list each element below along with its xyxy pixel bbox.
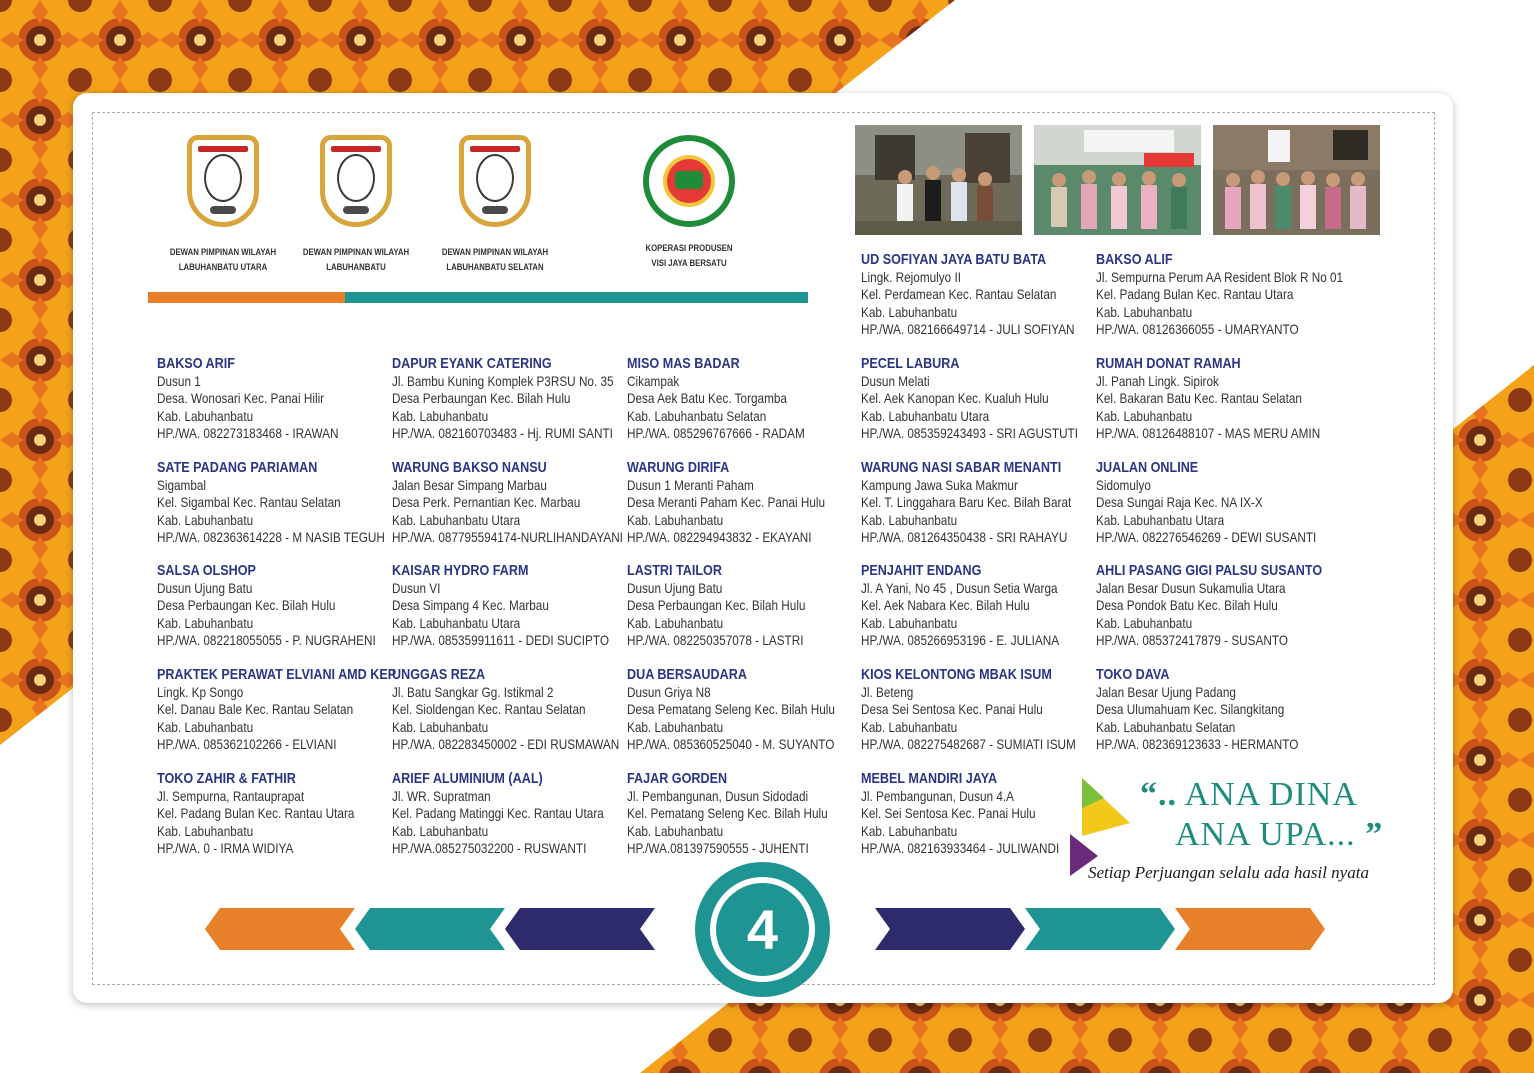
listing-line: Dusun Griya N8 [627, 683, 711, 700]
listing-line: Kel. Aek Kanopan Kec. Kualuh Hulu [861, 390, 1049, 406]
listing-line: Jl. Panah Lingk. Sipirok [1096, 372, 1219, 389]
listing-name: RUMAH DONAT RAMAH [1096, 355, 1241, 372]
listing-line: Jl. Beteng [861, 683, 914, 700]
shield-emblem-icon [459, 135, 531, 227]
listing-name: FAJAR GORDEN [627, 770, 728, 787]
logo-caption: DEWAN PIMPINAN WILAYAH LABUHANBATU SELATAN [441, 247, 549, 273]
listing-line: Kab. Labuhanbatu [392, 718, 489, 735]
listing-line: Kab. Labuhanbatu [861, 718, 958, 735]
listing-name: BAKSO ARIF [157, 355, 235, 372]
listing-name: BAKSO ALIF [1096, 251, 1173, 268]
group-photo-icon [1213, 125, 1380, 235]
listing-line: Sidomulyo [1096, 476, 1151, 493]
listing-phone: HP./WA. 085359911611 - DEDI SUCIPTO [392, 632, 610, 648]
logo-dpw-labuhanbatu-utara [158, 135, 288, 275]
listing-line: Kab. Labuhanbatu Utara [392, 511, 521, 528]
listing-line: Kab. Labuhanbatu [861, 303, 958, 320]
listing-line: Desa Ulumahuam Kec. Silangkitang [1096, 701, 1285, 717]
listing-phone: HP./WA. 082218055055 - P. NUGRAHENI [157, 632, 376, 648]
listing-name: SATE PADANG PARIAMAN [157, 459, 318, 476]
listing-line: Kel. Danau Bale Kec. Rantau Selatan [157, 701, 354, 717]
listing-phone: HP./WA. 082250357078 - LASTRI [627, 632, 804, 648]
listing-line: Kampung Jawa Suka Makmur [861, 476, 1018, 493]
listing-name: PECEL LABURA [861, 355, 960, 372]
listing-salsa-olshop [157, 562, 376, 650]
listing-jualan-online [1096, 459, 1316, 547]
listing-arief-aluminium [392, 770, 604, 858]
listing-phone: HP./WA. 082363614228 - M NASIB TEGUH [157, 529, 385, 545]
listing-name: JUALAN ONLINE [1096, 459, 1199, 476]
quote-line-2: ANA UPA... ” [1175, 816, 1384, 853]
listing-line: Dusun Ujung Batu [157, 579, 253, 596]
listing-warung-bakso-nansu [392, 459, 623, 547]
listing-line: Desa Pematang Seleng Kec. Bilah Hulu [627, 701, 835, 717]
listing-warung-nasi [861, 459, 1071, 547]
listing-line: Dusun 1 [157, 372, 201, 389]
listing-toko-dava [1096, 666, 1298, 754]
listing-line: Kel. Sioldengan Kec. Rantau Selatan [392, 701, 586, 717]
quote-open-mark: “.. [1140, 776, 1177, 813]
listing-name: MEBEL MANDIRI JAYA [861, 770, 998, 787]
listing-line: Jalan Besar Simpang Marbau [392, 476, 547, 493]
listing-dapur-eyank [392, 355, 614, 443]
listing-pecel-labura [861, 355, 1078, 443]
listing-phone: HP./WA. 082369123633 - HERMANTO [1096, 736, 1299, 752]
listing-line: Jalan Besar Dusun Sukamulia Utara [1096, 579, 1286, 596]
listing-name: TOKO ZAHIR & FATHIR [157, 770, 296, 787]
logo-caption: DEWAN PIMPINAN WILAYAH LABUHANBATU UTARA [169, 247, 277, 273]
listing-line: Kab. Labuhanbatu [627, 511, 724, 528]
logo-caption: KOPERASI PRODUSEN VISI JAYA BERSATU [645, 243, 733, 269]
listing-line: Kel. Pematang Seleng Kec. Bilah Hulu [627, 805, 828, 821]
listing-phone: HP./WA. 082276546269 - DEWI SUSANTI [1096, 529, 1317, 545]
listing-line: Kab. Labuhanbatu [627, 822, 724, 839]
listing-line: Kel. Aek Nabara Kec. Bilah Hulu [861, 597, 1030, 613]
listing-line: Kab. Labuhanbatu [1096, 303, 1193, 320]
listing-line: Kel. Bakaran Batu Kec. Rantau Selatan [1096, 390, 1302, 406]
listing-phone: HP./WA. 085296767666 - RADAM [627, 425, 805, 441]
quote-line-1: “.. ANA DINA [1140, 776, 1358, 813]
listing-phone: HP./WA. 085362102266 - ELVIANI [157, 736, 337, 752]
group-photo-icon [1034, 125, 1201, 235]
listing-line: Jl. Sempurna Perum AA Resident Blok R No 01 [1096, 268, 1344, 285]
listing-line: Kel. Padang Bulan Kec. Rantau Utara [1096, 286, 1294, 302]
listing-line: Dusun Ujung Batu [627, 579, 723, 596]
listing-mebel-mandiri [861, 770, 1059, 858]
listing-line: Kab. Labuhanbatu [157, 614, 254, 631]
quote-close-mark: ” [1365, 816, 1384, 853]
listing-line: Desa Perbaungan Kec. Bilah Hulu [157, 597, 336, 613]
listing-line: Kab. Labuhanbatu [392, 822, 489, 839]
listing-line: Desa Perk. Pernantian Kec. Marbau [392, 494, 581, 510]
listing-miso-mas-badar [627, 355, 805, 443]
listing-line: Kab. Labuhanbatu [392, 407, 489, 424]
listing-bakso-arif [157, 355, 339, 443]
shield-emblem-icon [320, 135, 392, 227]
listing-line: Jl. Sempurna, Rantauprapat [157, 787, 305, 804]
listing-phone: HP./WA. 0 - IRMA WIDIYA [157, 840, 294, 856]
shield-emblem-icon [187, 135, 259, 227]
listing-name: LASTRI TAILOR [627, 562, 722, 579]
listing-kaisar-hydro [392, 562, 609, 650]
tagline: Setiap Perjuangan selalu ada hasil nyata [1088, 863, 1369, 882]
listing-line: Kab. Labuhanbatu [1096, 407, 1193, 424]
listing-phone: HP./WA. 081264350438 - SRI RAHAYU [861, 529, 1068, 545]
listing-phone: HP./WA. 082283450002 - EDI RUSMAWAN [392, 736, 620, 752]
page-number: 4 [716, 883, 809, 976]
listing-line: Desa Perbaungan Kec. Bilah Hulu [392, 390, 571, 406]
listing-line: Dusun VI [392, 579, 441, 596]
listing-toko-zahir [157, 770, 354, 858]
listing-line: Kab. Labuhanbatu [157, 407, 254, 424]
listing-lastri-tailor [627, 562, 805, 650]
logo-caption: DEWAN PIMPINAN WILAYAH LABUHANBATU [302, 247, 410, 273]
logo-dpw-labuhanbatu [291, 135, 421, 275]
listing-name: UD SOFIYAN JAYA BATU BATA [861, 251, 1047, 268]
listing-phone: HP./WA. 085359243493 - SRI AGUSTUTI [861, 425, 1079, 441]
listing-line: Kel. Padang Bulan Kec. Rantau Utara [157, 805, 355, 821]
listing-ahli-pasang-gigi [1096, 562, 1322, 650]
listing-line: Lingk. Kp Songo [157, 683, 244, 700]
listing-line: Kab. Labuhanbatu [861, 511, 958, 528]
listing-name: KAISAR HYDRO FARM [392, 562, 529, 579]
triangle-logo-icon [1068, 778, 1130, 876]
divider-bar-teal [345, 292, 808, 303]
listing-unggas-reza [392, 666, 619, 754]
listing-name: PRAKTEK PERAWAT ELVIANI AMD KEP [157, 666, 397, 683]
listing-name: UNGGAS REZA [392, 666, 486, 683]
listing-line: Dusun 1 Meranti Paham [627, 476, 754, 493]
listing-phone: HP./WA. 085266953196 - E. JULIANA [861, 632, 1060, 648]
listing-line: Jl. A Yani, No 45 , Dusun Setia Warga [861, 579, 1058, 596]
listing-ud-sofiyan [861, 251, 1075, 339]
listing-line: Kel. Padang Matinggi Kec. Rantau Utara [392, 805, 604, 821]
listing-line: Kab. Labuhanbatu Utara [392, 614, 521, 631]
listing-line: Kab. Labuhanbatu [627, 718, 724, 735]
listing-line: Kel. T. Linggahara Baru Kec. Bilah Barat [861, 494, 1072, 510]
listing-phone: HP./WA. 082275482687 - SUMIATI ISUM [861, 736, 1076, 752]
listing-phone: HP./WA. 082160703483 - Hj. RUMI SANTI [392, 425, 613, 441]
listing-line: Desa Aek Batu Kec. Torgamba [627, 390, 787, 406]
listing-bakso-alif [1096, 251, 1343, 339]
listing-line: Jl. Pembangunan, Dusun 4.A [861, 787, 1014, 804]
listing-phone: HP./WA. 08126488107 - MAS MERU AMIN [1096, 425, 1321, 441]
listing-name: WARUNG DIRIFA [627, 459, 730, 476]
listing-line: Sigambal [157, 476, 207, 493]
listing-name: KIOS KELONTONG MBAK ISUM [861, 666, 1052, 683]
listing-line: Desa Perbaungan Kec. Bilah Hulu [627, 597, 806, 613]
listing-line: Kab. Labuhanbatu [861, 614, 958, 631]
listing-phone: HP./WA. 082294943832 - EKAYANI [627, 529, 812, 545]
listing-phone: HP./WA. 082273183468 - IRAWAN [157, 425, 339, 441]
listing-phone: HP./WA.085275032200 - RUSWANTI [392, 840, 587, 856]
listing-line: Kab. Labuhanbatu Utara [861, 407, 990, 424]
listing-line: Kel. Sigambal Kec. Rantau Selatan [157, 494, 341, 510]
listing-warung-dirifa [627, 459, 825, 547]
listing-line: Kab. Labuhanbatu [157, 511, 254, 528]
listing-line: Kab. Labuhanbatu [1096, 614, 1193, 631]
listing-name: WARUNG NASI SABAR MENANTI [861, 459, 1062, 476]
listing-line: Desa Meranti Paham Kec. Panai Hulu [627, 494, 826, 510]
listing-line: Kab. Labuhanbatu [157, 718, 254, 735]
listing-line: Lingk. Rejomulyo II [861, 268, 962, 285]
listing-line: Kab. Labuhanbatu [861, 822, 958, 839]
listing-phone: HP./WA.081397590555 - JUHENTI [627, 840, 809, 856]
listing-phone: HP./WA. 082166649714 - JULI SOFIYAN [861, 321, 1075, 337]
listing-kios-kelontong [861, 666, 1076, 754]
listing-line: Kel. Sei Sentosa Kec. Panai Hulu [861, 805, 1036, 821]
listing-name: SALSA OLSHOP [157, 562, 256, 579]
logo-dpw-labuhanbatu-selatan [430, 135, 560, 275]
cooperative-seal-icon [643, 135, 735, 227]
listing-name: MISO MAS BADAR [627, 355, 740, 372]
listing-line: Dusun Melati [861, 372, 930, 389]
listing-name: AHLI PASANG GIGI PALSU SUSANTO [1096, 562, 1323, 579]
listing-line: Kab. Labuhanbatu Selatan [627, 407, 767, 424]
logo-koperasi [624, 135, 754, 271]
listing-dua-bersaudara [627, 666, 835, 754]
listing-line: Cikampak [627, 372, 680, 389]
listing-name: ARIEF ALUMINIUM (AAL) [392, 770, 543, 787]
listing-line: Kab. Labuhanbatu [157, 822, 254, 839]
listing-sate-padang [157, 459, 385, 547]
listing-penjahit-endang [861, 562, 1059, 650]
listing-name: WARUNG BAKSO NANSU [392, 459, 547, 476]
listing-line: Kel. Perdamean Kec. Rantau Selatan [861, 286, 1057, 302]
listing-line: Kab. Labuhanbatu [627, 614, 724, 631]
listing-name: PENJAHIT ENDANG [861, 562, 982, 579]
listing-name: DUA BERSAUDARA [627, 666, 747, 683]
listing-line: Jl. Batu Sangkar Gg. Istikmal 2 [392, 683, 554, 700]
listing-line: Jl. Bambu Kuning Komplek P3RSU No. 35 [392, 372, 614, 389]
listing-name: DAPUR EYANK CATERING [392, 355, 552, 372]
listing-line: Jalan Besar Ujung Padang [1096, 683, 1236, 700]
listing-line: Desa. Wonosari Kec. Panai Hilir [157, 390, 325, 406]
group-photo-icon [855, 125, 1022, 235]
listing-phone: HP./WA. 085372417879 - SUSANTO [1096, 632, 1288, 648]
listing-line: Desa Simpang 4 Kec. Marbau [392, 597, 549, 613]
listing-phone: HP./WA. 082163933464 - JULIWANDI [861, 840, 1060, 856]
listing-fajar-gorden [627, 770, 828, 858]
listing-praktek-perawat [157, 666, 396, 754]
listing-phone: HP./WA. 087795594174-NURLIHANDAYANI [392, 529, 623, 545]
listing-line: Kab. Labuhanbatu Utara [1096, 511, 1225, 528]
listing-line: Jl. Pembangunan, Dusun Sidodadi [627, 787, 809, 804]
listing-rumah-donat [1096, 355, 1320, 443]
listing-name: TOKO DAVA [1096, 666, 1170, 683]
listing-phone: HP./WA. 085360525040 - M. SUYANTO [627, 736, 835, 752]
listing-line: Jl. WR. Supratman [392, 787, 491, 804]
listing-phone: HP./WA. 08126366055 - UMARYANTO [1096, 321, 1299, 337]
listing-line: Desa Sungai Raja Kec. NA IX-X [1096, 494, 1263, 510]
listing-line: Desa Pondok Batu Kec. Bilah Hulu [1096, 597, 1278, 613]
listing-line: Desa Sei Sentosa Kec. Panai Hulu [861, 701, 1043, 717]
divider-bar-orange [148, 292, 345, 303]
listing-line: Kab. Labuhanbatu Selatan [1096, 718, 1236, 735]
